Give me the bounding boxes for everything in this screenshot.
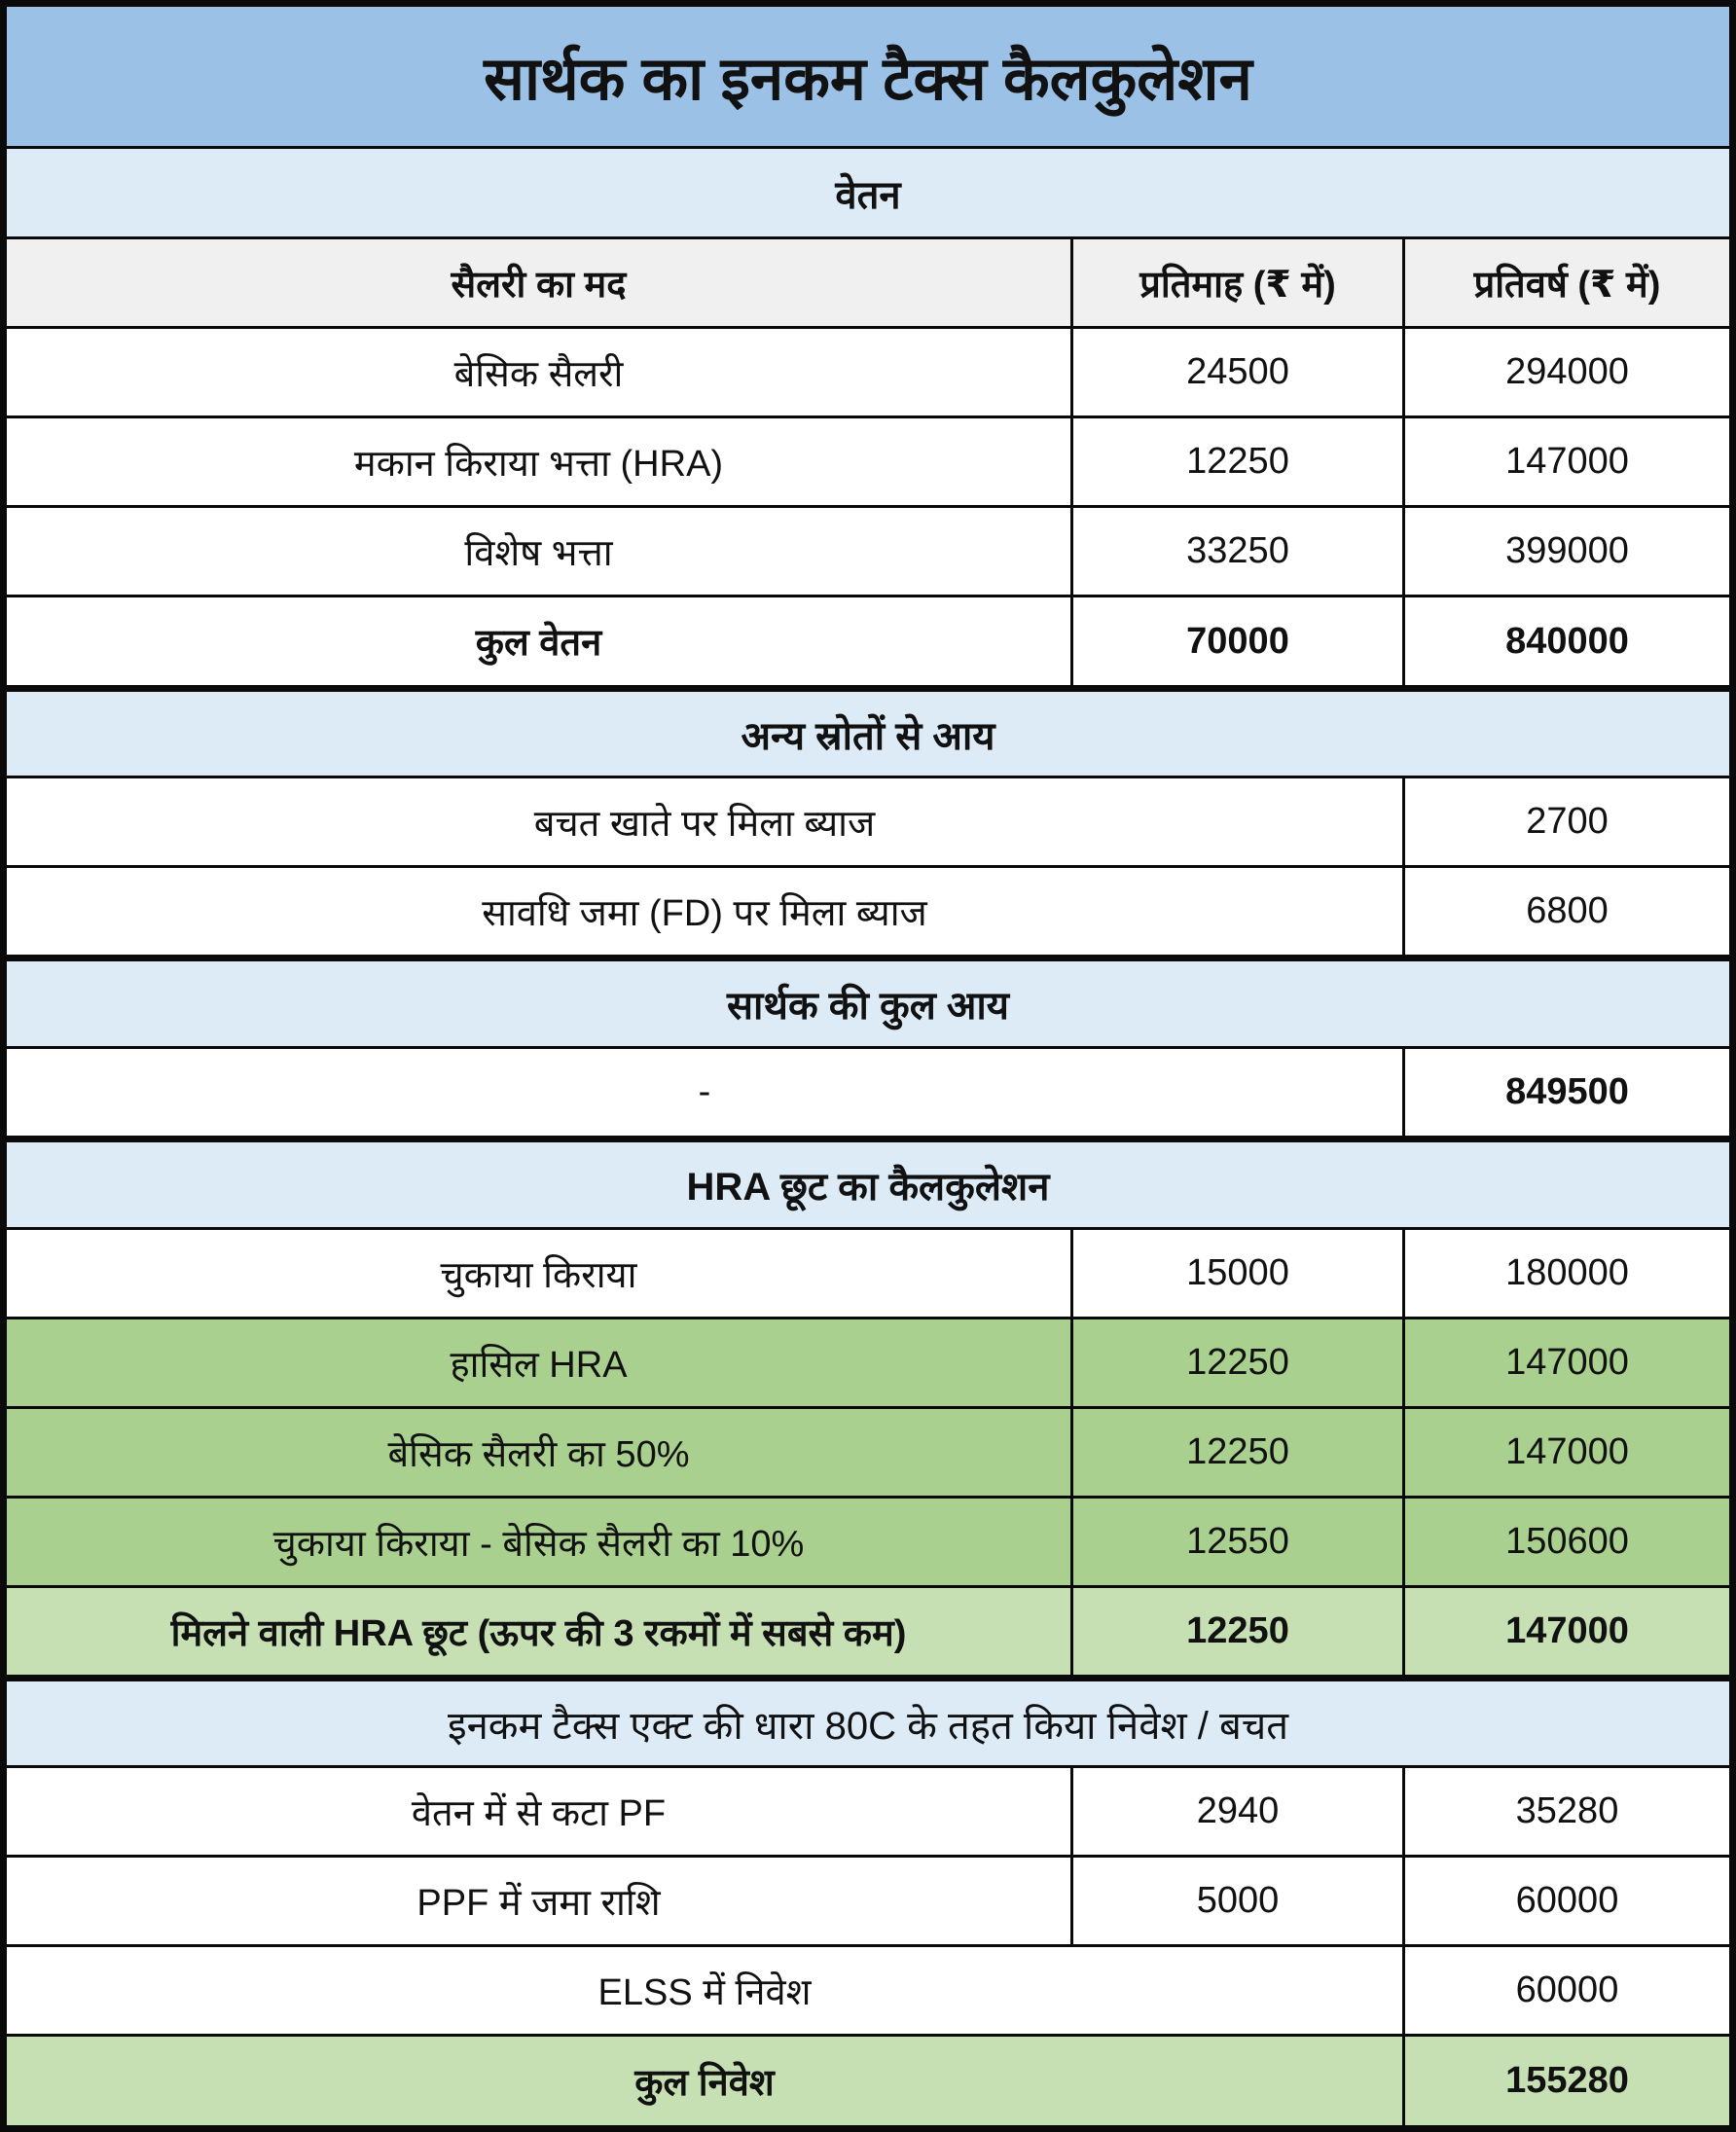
row-yearly: 60000 — [1405, 1947, 1729, 2034]
total-investment-value: 155280 — [1405, 2037, 1729, 2125]
row-yearly: 6800 — [1405, 868, 1729, 955]
section-header-salary — [7, 149, 1729, 236]
row-monthly: 15000 — [1073, 1230, 1402, 1317]
row-label: बेसिक सैलरी — [7, 329, 1070, 416]
table-row — [7, 1499, 1729, 1585]
row-yearly: 147000 — [1405, 418, 1729, 505]
row-yearly: 147000 — [1405, 1319, 1729, 1406]
section-title-total-income: सार्थक की कुल आय — [7, 961, 1729, 1046]
section-header-hra — [7, 1142, 1729, 1227]
row-label: हासिल HRA — [7, 1319, 1070, 1406]
hra-exemption-monthly: 12250 — [1073, 1588, 1402, 1675]
table-row — [7, 868, 1729, 955]
section-header-total-income — [7, 961, 1729, 1046]
row-yearly: 60000 — [1405, 1858, 1729, 1944]
total-salary-label: कुल वेतन — [7, 597, 1070, 685]
row-yearly: 150600 — [1405, 1499, 1729, 1585]
total-salary-yearly: 840000 — [1405, 597, 1729, 685]
page-title: सार्थक का इनकम टैक्स कैलकुलेशन — [7, 7, 1729, 146]
section-header-other-income — [7, 692, 1729, 776]
row-label: बचत खाते पर मिला ब्याज — [7, 778, 1402, 865]
column-header-monthly: प्रतिमाह (₹ में) — [1073, 239, 1402, 326]
salary-total-row — [7, 597, 1729, 685]
hra-exemption-label: मिलने वाली HRA छूट (ऊपर की 3 रकमों में सबसे कम) — [7, 1588, 1070, 1675]
row-yearly: 147000 — [1405, 1409, 1729, 1496]
row-yearly: 294000 — [1405, 329, 1729, 416]
row-monthly: 12250 — [1073, 1409, 1402, 1496]
row-label: वेतन में से कटा PF — [7, 1768, 1070, 1855]
row-label: विशेष भत्ता — [7, 508, 1070, 595]
row-label: चुकाया किराया — [7, 1230, 1070, 1317]
row-yearly: 399000 — [1405, 508, 1729, 595]
row-monthly: 33250 — [1073, 508, 1402, 595]
section-title-80c: इनकम टैक्स एक्ट की धारा 80C के तहत किया निवेश / बचत — [7, 1681, 1729, 1765]
row-label: सावधि जमा (FD) पर मिला ब्याज — [7, 868, 1402, 955]
table-row — [7, 778, 1729, 865]
table-row — [7, 508, 1729, 595]
table-row — [7, 1409, 1729, 1496]
row-yearly: 180000 — [1405, 1230, 1729, 1317]
column-header-item: सैलरी का मद — [7, 239, 1070, 326]
row-label: चुकाया किराया - बेसिक सैलरी का 10% — [7, 1499, 1070, 1585]
row-label: बेसिक सैलरी का 50% — [7, 1409, 1070, 1496]
row-monthly: 2940 — [1073, 1768, 1402, 1855]
row-yearly: 35280 — [1405, 1768, 1729, 1855]
section-title-hra: HRA छूट का कैलकुलेशन — [7, 1142, 1729, 1227]
total-income-value: 849500 — [1405, 1049, 1729, 1136]
hra-exemption-row — [7, 1588, 1729, 1675]
row-monthly: 24500 — [1073, 329, 1402, 416]
table-row — [7, 418, 1729, 505]
row-monthly: 12250 — [1073, 1319, 1402, 1406]
table-row — [7, 1858, 1729, 1944]
table-row — [7, 329, 1729, 416]
total-income-row — [7, 1049, 1729, 1136]
hra-exemption-yearly: 147000 — [1405, 1588, 1729, 1675]
tax-calculation-table — [7, 7, 1729, 2125]
total-income-label: - — [7, 1049, 1402, 1136]
section-title-other-income: अन्य स्रोतों से आय — [7, 692, 1729, 776]
total-investment-row — [7, 2037, 1729, 2125]
section-title-salary: वेतन — [7, 149, 1729, 236]
row-monthly: 12250 — [1073, 418, 1402, 505]
table-row — [7, 1319, 1729, 1406]
table-row — [7, 1230, 1729, 1317]
row-label: मकान किराया भत्ता (HRA) — [7, 418, 1070, 505]
row-label: ELSS में निवेश — [7, 1947, 1402, 2034]
column-header-row — [7, 239, 1729, 326]
table-row — [7, 1768, 1729, 1855]
row-label: PPF में जमा राशि — [7, 1858, 1070, 1944]
total-investment-label: कुल निवेश — [7, 2037, 1402, 2125]
total-salary-monthly: 70000 — [1073, 597, 1402, 685]
row-monthly: 12550 — [1073, 1499, 1402, 1585]
column-header-yearly: प्रतिवर्ष (₹ में) — [1405, 239, 1729, 326]
title-row — [7, 7, 1729, 146]
row-yearly: 2700 — [1405, 778, 1729, 865]
row-monthly: 5000 — [1073, 1858, 1402, 1944]
table-row — [7, 1947, 1729, 2034]
section-header-80c — [7, 1681, 1729, 1765]
